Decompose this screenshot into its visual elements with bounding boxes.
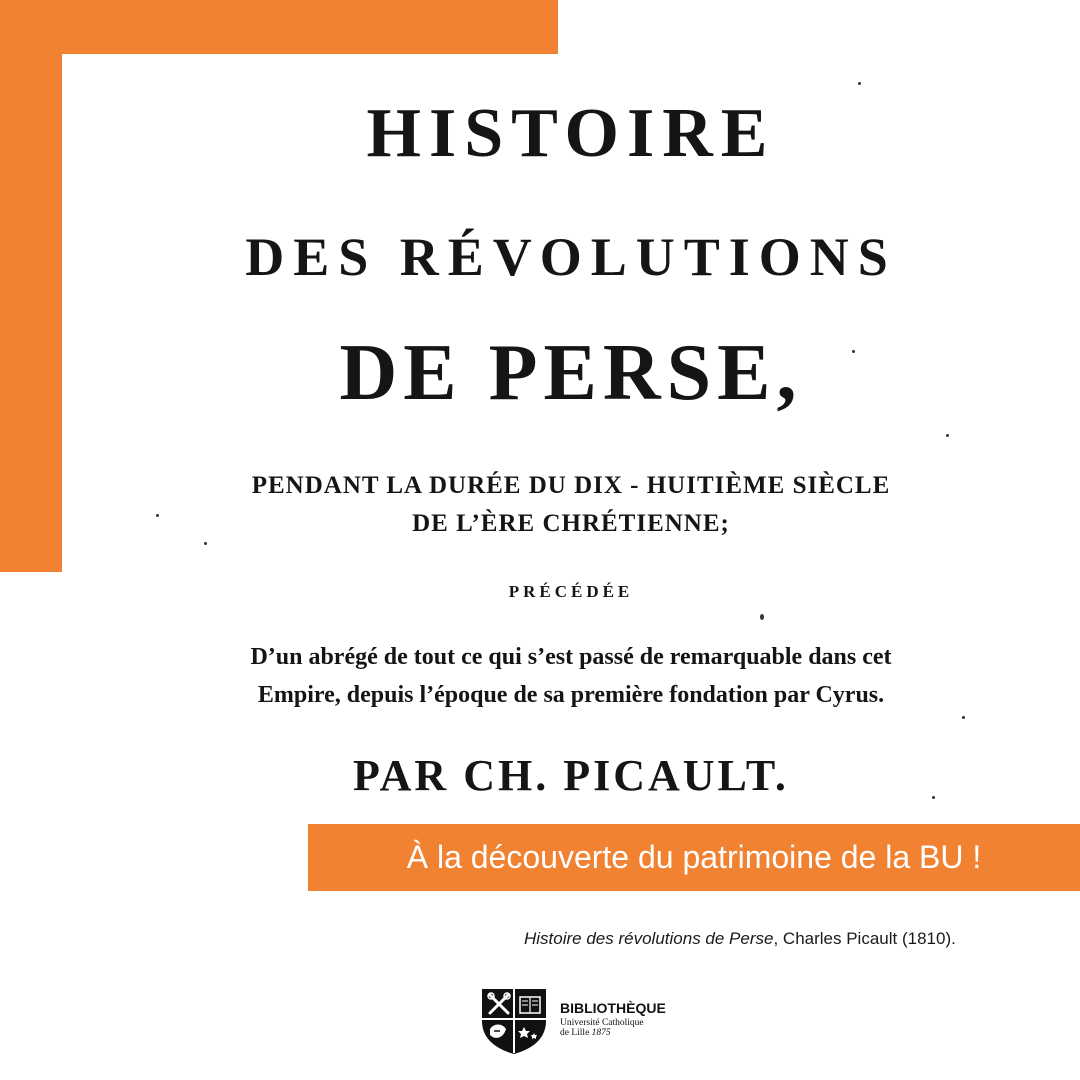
paper-speck [204, 542, 207, 545]
logo-title: BIBLIOTHÈQUE [560, 1000, 666, 1016]
paper-speck [760, 614, 764, 620]
logo-year: 1875 [591, 1028, 611, 1038]
title-line-histoire: HISTOIRE [366, 95, 776, 172]
caption-title: Histoire des révolutions de Perse [524, 929, 774, 948]
precedee-line: PRÉCÉDÉE [508, 582, 634, 601]
paper-speck [962, 716, 965, 719]
abstract-line-1: D’un abrégé de tout ce qui s’est passé de remarquable dans cet [250, 644, 892, 670]
subtitle-line-1: PENDANT LA DURÉE DU DIX - HUITIÈME SIÈCLE [251, 472, 891, 499]
book-title-page-scan [62, 54, 1080, 902]
image-caption [524, 929, 956, 949]
logo-subtitle-city [560, 1029, 611, 1039]
author-line: PAR CH. PICAULT. [353, 751, 789, 800]
title-line-revolutions: DES RÉVOLUTIONS [245, 227, 897, 287]
caption-rest: , Charles Picault (1810). [773, 929, 956, 948]
discovery-banner [308, 824, 1080, 891]
paper-speck [852, 350, 855, 353]
paper-speck [932, 796, 935, 799]
banner-text: À la découverte du patrimoine de la BU ! [406, 839, 982, 875]
paper-speck [858, 82, 861, 85]
paper-speck [946, 434, 949, 437]
shield-crest-icon [476, 985, 552, 1055]
logo-subtitle-university: Université Catholique [560, 1018, 644, 1028]
title-line-perse: DE PERSE, [339, 329, 803, 417]
logo-city: de Lille [560, 1028, 590, 1038]
subtitle-line-2: DE L’ÈRE CHRÉTIENNE; [412, 510, 730, 537]
library-logo [476, 985, 686, 1055]
abstract-line-2: Empire, depuis l’époque de sa première fondation par Cyrus. [257, 682, 885, 708]
paper-speck [156, 514, 159, 517]
